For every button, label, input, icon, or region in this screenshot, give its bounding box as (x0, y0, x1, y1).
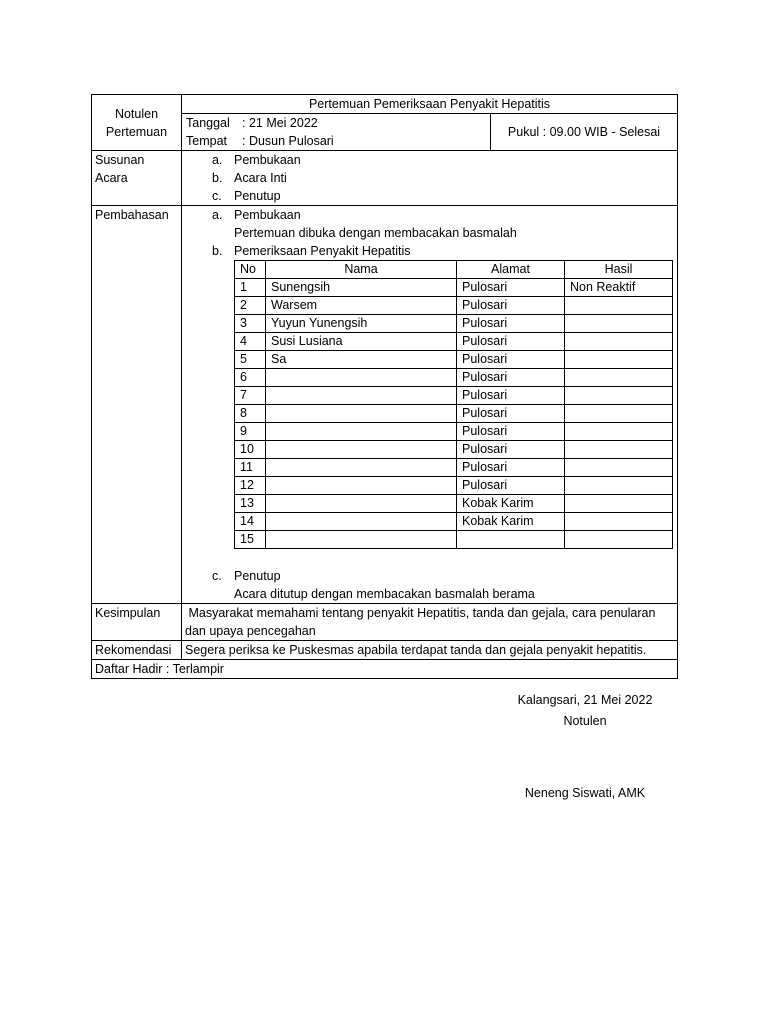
cell-no: 9 (235, 423, 266, 441)
rekomendasi-label: Rekomendasi (92, 641, 182, 660)
cell-no: 15 (235, 531, 266, 549)
cell-nama (266, 513, 457, 531)
cell-alamat: Kobak Karim (457, 513, 565, 531)
cell-hasil (565, 441, 673, 459)
tanggal-value: : 21 Mei 2022 (242, 116, 318, 130)
cell-no: 8 (235, 405, 266, 423)
table-row (235, 351, 673, 369)
table-row (235, 279, 673, 297)
table-row (235, 387, 673, 405)
cell-alamat: Pulosari (457, 387, 565, 405)
table-row (235, 495, 673, 513)
penutup-text: Acara ditutup dengan membacakan basmalah berama (234, 587, 535, 601)
cell-nama: Warsem (266, 297, 457, 315)
table-row (235, 297, 673, 315)
cell-no: 13 (235, 495, 266, 513)
col-header: Alamat (457, 261, 565, 279)
cell-no: 12 (235, 477, 266, 495)
cell-hasil (565, 297, 673, 315)
kesimpulan-label: Kesimpulan (92, 604, 182, 641)
cell-hasil (565, 531, 673, 549)
cell-alamat: Pulosari (457, 423, 565, 441)
cell-hasil: Non Reaktif (565, 279, 673, 297)
susunan-label: Susunan Acara (92, 151, 182, 206)
cell-no: 2 (235, 297, 266, 315)
cell-hasil (565, 351, 673, 369)
tanggal-label: Tanggal (186, 116, 230, 130)
cell-alamat: Pulosari (457, 369, 565, 387)
table-row (235, 315, 673, 333)
table-header-row (235, 261, 673, 279)
cell-nama: Sunengsih (266, 279, 457, 297)
table-row (235, 423, 673, 441)
cell-nama (266, 441, 457, 459)
cell-alamat: Kobak Karim (457, 495, 565, 513)
cell-hasil (565, 477, 673, 495)
cell-no: 10 (235, 441, 266, 459)
cell-alamat: Pulosari (457, 279, 565, 297)
header-label: Notulen Pertemuan (92, 95, 182, 151)
signature-place-date: Kalangsari, 21 Mei 2022 (517, 693, 653, 707)
table-row (235, 441, 673, 459)
cell-nama: Susi Lusiana (266, 333, 457, 351)
signature-name: Neneng Siswati, AMK (524, 786, 646, 800)
cell-hasil (565, 495, 673, 513)
list-item: c. Penutup (212, 189, 281, 203)
cell-alamat: Pulosari (457, 297, 565, 315)
table-row (235, 513, 673, 531)
cell-nama: Yuyun Yunengsih (266, 315, 457, 333)
pembahasan-label: Pembahasan (92, 206, 182, 604)
cell-hasil (565, 405, 673, 423)
cell-nama (266, 495, 457, 513)
cell-nama: Sa (266, 351, 457, 369)
cell-alamat (457, 531, 565, 549)
susunan-list (185, 151, 674, 205)
table-row (235, 477, 673, 495)
pembukaan-text: Pertemuan dibuka dengan membacakan basmalah (234, 226, 517, 240)
list-item: b. Pemeriksaan Penyakit Hepatitis (212, 244, 411, 258)
list-item: c. Penutup (212, 569, 281, 583)
cell-no: 6 (235, 369, 266, 387)
cell-alamat: Pulosari (457, 315, 565, 333)
list-item: a. Pembukaan (212, 153, 301, 167)
cell-nama (266, 531, 457, 549)
cell-hasil (565, 369, 673, 387)
patient-table (234, 260, 673, 549)
minutes-table (91, 94, 678, 679)
cell-alamat: Pulosari (457, 441, 565, 459)
table-row (235, 531, 673, 549)
cell-alamat: Pulosari (457, 405, 565, 423)
pukul-text: Pukul : 09.00 WIB - Selesai (507, 125, 661, 139)
tempat-label: Tempat (186, 134, 227, 148)
minutes-document (91, 94, 678, 679)
col-header: Nama (266, 261, 457, 279)
cell-no: 11 (235, 459, 266, 477)
col-header: No (235, 261, 266, 279)
tempat-value: : Dusun Pulosari (242, 134, 334, 148)
list-item: a. Pembukaan (212, 208, 301, 222)
cell-nama (266, 387, 457, 405)
cell-no: 7 (235, 387, 266, 405)
meeting-title: Pertemuan Pemeriksaan Penyakit Hepatitis (182, 95, 678, 114)
cell-alamat: Pulosari (457, 351, 565, 369)
cell-hasil (565, 459, 673, 477)
cell-hasil (565, 423, 673, 441)
cell-no: 14 (235, 513, 266, 531)
cell-nama (266, 405, 457, 423)
cell-alamat: Pulosari (457, 459, 565, 477)
cell-hasil (565, 387, 673, 405)
daftar-hadir: Daftar Hadir : Terlampir (92, 660, 678, 679)
cell-hasil (565, 513, 673, 531)
col-header: Hasil (565, 261, 673, 279)
cell-alamat: Pulosari (457, 477, 565, 495)
table-row (235, 459, 673, 477)
cell-no: 4 (235, 333, 266, 351)
cell-nama (266, 477, 457, 495)
table-row (235, 333, 673, 351)
signature-role: Notulen (563, 714, 607, 728)
cell-alamat: Pulosari (457, 333, 565, 351)
cell-no: 5 (235, 351, 266, 369)
rekomendasi-text: Segera periksa ke Puskesmas apabila terdapat tanda dan gejala penyakit hepatitis. (182, 641, 678, 660)
table-row (235, 405, 673, 423)
cell-nama (266, 369, 457, 387)
list-item: b. Acara Inti (212, 171, 287, 185)
cell-nama (266, 459, 457, 477)
table-row (235, 369, 673, 387)
cell-hasil (565, 333, 673, 351)
cell-nama (266, 423, 457, 441)
cell-no: 1 (235, 279, 266, 297)
cell-hasil (565, 315, 673, 333)
cell-no: 3 (235, 315, 266, 333)
signature-block (500, 690, 670, 732)
kesimpulan-text: Masyarakat memahami tentang penyakit Hepatitis, tanda dan gejala, cara penularan dan upaya pencegahan (182, 604, 678, 641)
